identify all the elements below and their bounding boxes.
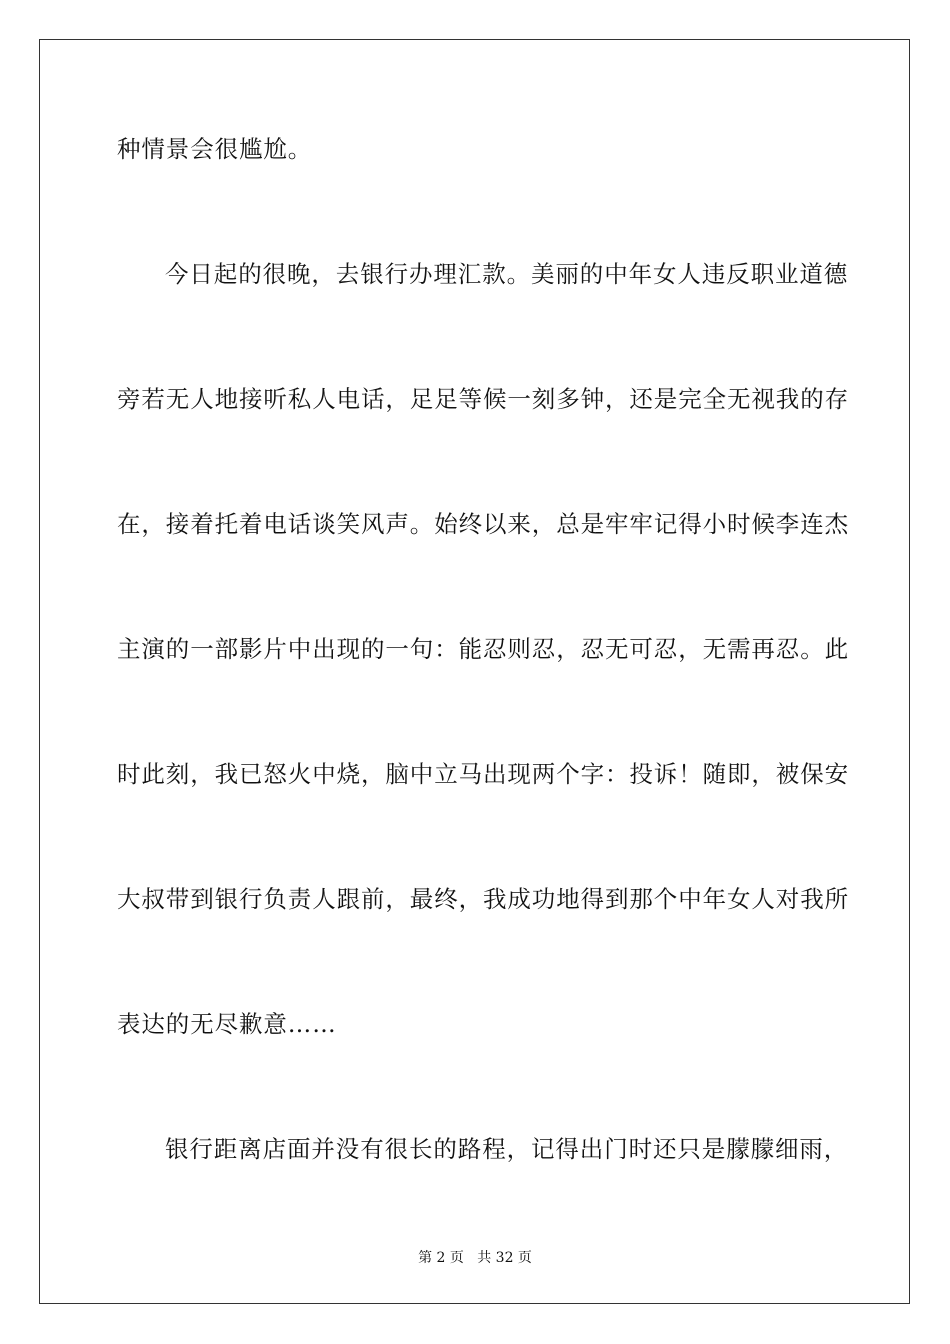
text-line-6: 时此刻，我已怒火中烧，脑中立马出现两个字：投诉！随即，被保安 (117, 760, 849, 788)
page-number-footer: 第 2 页 共 32 页 (418, 1250, 532, 1266)
text-line-1: 种情景会很尴尬。 (117, 135, 313, 163)
text-line-4: 在，接着托着电话谈笑风声。始终以来，总是牢牢记得小时候李连杰 (117, 510, 849, 538)
page-frame (39, 39, 910, 1304)
text-line-8: 表达的无尽歉意…… (117, 1010, 337, 1038)
text-line-3: 旁若无人地接听私人电话，足足等候一刻多钟，还是完全无视我的存 (117, 385, 849, 413)
paragraph-start-line-2: 银行距离店面并没有很长的路程，记得出门时还只是朦朦细雨， (165, 1135, 849, 1163)
text-line-7: 大叔带到银行负责人跟前，最终，我成功地得到那个中年女人对我所 (117, 885, 849, 913)
paragraph-start-line: 今日起的很晚，去银行办理汇款。美丽的中年女人违反职业道德 (165, 260, 849, 288)
text-line-5: 主演的一部影片中出现的一句：能忍则忍，忍无可忍，无需再忍。此 (117, 635, 849, 663)
